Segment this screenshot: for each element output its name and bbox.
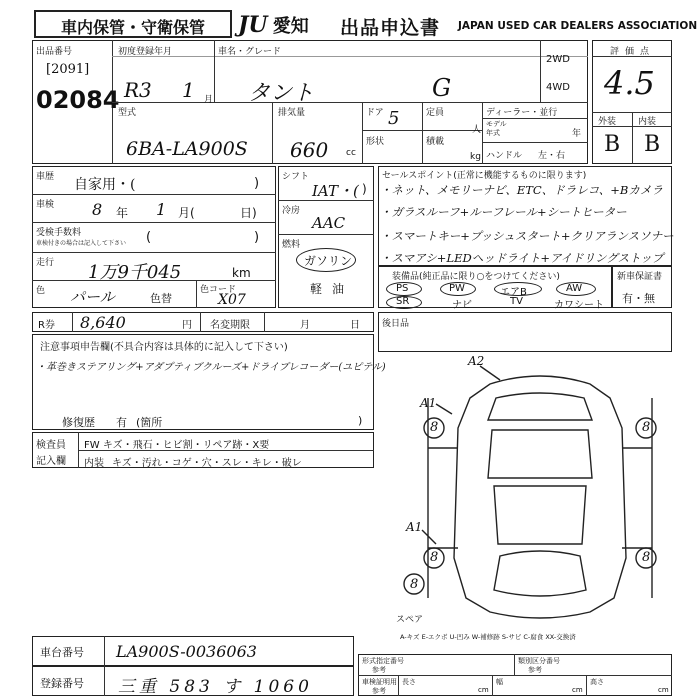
sales-point-line-3: ・スマートキー+プッシュスタート+クリアランスソナー: [380, 229, 674, 243]
damage-legend: A-キズ E-エクボ U-凹み W-補修跡 S-サビ C-腐食 XX-交換済: [400, 633, 576, 641]
sales-point-line-1: ・ネット、メモリーナビ、ETC、ドラレコ、+Bカメラ: [380, 183, 663, 197]
first-reg-month-unit: 月: [204, 95, 214, 105]
color-label: 色: [36, 286, 46, 296]
equip-leather: カワシート: [554, 300, 604, 311]
height-unit: cm: [658, 686, 669, 694]
plate-value: 三重 583 す 1060: [118, 677, 313, 697]
exterior-label: 外装: [598, 117, 617, 127]
equip-ps: PS: [396, 283, 409, 294]
color-change-label: 色替: [150, 292, 172, 305]
name-change-day: 日: [350, 320, 360, 331]
lot-bracket-number: [2091]: [46, 62, 90, 77]
damage-mark-a2: A2: [468, 354, 485, 368]
ac-label: 冷房: [282, 206, 301, 216]
inspection-day-unit: 日): [240, 206, 257, 220]
equip-pw: PW: [449, 283, 465, 294]
fuel-gasoline: ガソリン: [304, 254, 353, 268]
displacement-label: 排気量: [278, 108, 306, 118]
interior-label: 内装: [638, 117, 657, 127]
height-label: 高さ: [590, 678, 604, 686]
displacement-unit: cc: [346, 148, 356, 158]
equip-navi: ナビ: [452, 300, 472, 311]
ac-value: AAC: [312, 214, 346, 232]
equip-aw: AW: [566, 283, 583, 294]
sales-points-label: セールスポイント(正常に機能するものに限ります): [382, 171, 587, 181]
inspector-row-2: キズ・汚れ・コゲ・穴・スレ・キレ・破レ: [112, 458, 302, 469]
chassis-label: 車台番号: [40, 646, 84, 659]
color-code-label: 色コード: [200, 285, 237, 295]
shift-label: シフト: [282, 172, 310, 182]
price-value: 8,640: [80, 313, 126, 332]
mileage-label: 走行: [36, 258, 55, 268]
plate-label: 登録番号: [40, 677, 84, 690]
reception-note: 車検付きの場合は記入して下さい: [36, 240, 127, 247]
inspector-row-1: FW キズ・飛石・ヒビ割・リペア跡・X要: [84, 440, 270, 451]
model-value: 6BA-LA900S: [126, 138, 248, 160]
capacity-unit: 人: [472, 125, 482, 135]
spare-label: スペア: [396, 615, 424, 625]
inspection-label: 車検: [36, 200, 55, 210]
length-unit: cm: [478, 686, 489, 694]
price-label: R券: [38, 320, 55, 331]
reception-label: 受検手数料: [36, 228, 82, 238]
inspection-month: 1: [156, 200, 167, 219]
form-title: 出品申込書: [340, 17, 441, 39]
later-date-label: 後日品: [382, 319, 410, 329]
shape-label: 形状: [366, 137, 385, 147]
car-damage-diagram: [400, 358, 680, 638]
damage-mark-a1-bottom: A1: [406, 520, 423, 534]
mileage-unit: km: [232, 266, 251, 280]
lot-label: 出品番号: [36, 47, 73, 57]
classification-sub: 参考: [528, 666, 542, 674]
tire-rear-left: 8: [430, 550, 439, 565]
inspector-label-2: 記入欄: [36, 456, 66, 467]
equip-sr: SR: [396, 296, 410, 307]
inspector-label-1: 検査員: [36, 440, 66, 451]
chassis-value: LA900S-0036063: [116, 642, 257, 661]
repair-place: (箇所: [136, 416, 163, 429]
name-change-month: 月: [300, 320, 310, 331]
inspection-month-unit: 月(: [178, 206, 195, 220]
storage-stamp-text: 車内保管・守衛保管: [60, 18, 205, 37]
inspection-year-unit: 年: [116, 206, 129, 220]
damage-mark-a1-top: A1: [420, 396, 437, 410]
load-unit: kg: [470, 152, 481, 162]
car-grade: G: [432, 74, 452, 102]
sales-point-line-2: ・ガラスルーフ+ルーフレール+シートヒーター: [380, 205, 627, 219]
cert-label: 車検証明用: [362, 678, 397, 686]
car-grade-label: 車名・グレード: [218, 47, 282, 57]
width-label: 幅: [496, 678, 503, 686]
length-label: 長さ: [402, 678, 416, 686]
dealer-label: ディーラー・並行: [486, 108, 558, 118]
classification-label: 類別区分番号: [518, 657, 560, 665]
inspection-year: 8: [92, 200, 103, 219]
tire-front-left: 8: [430, 420, 439, 435]
capacity-label: 定員: [426, 108, 445, 118]
repair-label: 修復歴: [62, 416, 95, 429]
fuel-label: 燃料: [282, 240, 301, 250]
name-change-label: 名変期限: [210, 320, 250, 331]
notes-value: ・革巻きステアリング+アダプティブクルーズ+ドライブレコーダー(ユピテル): [36, 362, 386, 373]
reception-close: ): [254, 230, 260, 245]
ju-logo: [238, 12, 309, 38]
drive-4wd: 4WD: [546, 82, 570, 93]
model-year-label: モデル 年式: [486, 120, 507, 137]
first-reg-month: 1: [182, 78, 195, 102]
sales-point-line-4: ・スマアシ+LEDヘッドライト+アイドリングストップ: [380, 251, 664, 265]
history-close: ): [254, 176, 260, 191]
type-designation-label: 形式指定番号: [362, 657, 404, 665]
reception-open: (: [146, 230, 152, 245]
color-value: パール: [70, 288, 115, 306]
equip-tv: TV: [510, 296, 523, 307]
color-code: X07: [218, 292, 246, 308]
first-reg-year: R3: [124, 78, 152, 102]
history-value: 自家用・(: [74, 177, 136, 193]
first-reg-label: 初度登録年月: [118, 47, 173, 57]
exterior-grade: B: [604, 132, 621, 157]
drive-2wd: 2WD: [546, 54, 570, 65]
model-label: 型式: [118, 108, 137, 118]
shift-close: ): [362, 182, 367, 196]
handle-options: 左・右: [538, 151, 566, 161]
storage-stamp: [34, 10, 232, 38]
fuel-diesel: 軽油: [310, 282, 355, 296]
displacement-value: 660: [290, 138, 329, 162]
cert-sub: 参考: [372, 687, 386, 695]
handle-label: ハンドル: [486, 151, 523, 161]
warranty-options: 有・無: [622, 292, 655, 305]
car-name: タント: [248, 81, 315, 106]
doors-value: 5: [388, 108, 400, 129]
rating-label: 評価点: [610, 47, 656, 57]
price-unit: 円: [182, 320, 192, 331]
ju-logo-mark: JU: [238, 12, 268, 38]
interior-grade: B: [644, 132, 661, 157]
model-year-unit: 年: [572, 129, 582, 139]
later-date-box: [378, 312, 672, 352]
tire-front-right: 8: [642, 420, 651, 435]
type-designation-sub: 参考: [372, 666, 386, 674]
mileage-value: 1万9千045: [88, 262, 182, 283]
history-label: 車歴: [36, 172, 55, 182]
equip-airbag: エアB: [500, 287, 527, 298]
width-unit: cm: [572, 686, 583, 694]
notes-label: 注意事項申告欄(不具合内容は具体的に記入して下さい): [40, 342, 288, 353]
equipment-label: 装備品(純正品に限り○をつけてください): [392, 272, 560, 282]
doors-label: ドア: [366, 108, 384, 118]
load-label: 積載: [426, 137, 445, 147]
ju-logo-name: 愛知: [272, 16, 309, 37]
repair-value: 有: [116, 416, 127, 429]
warranty-label: 新車保証書: [617, 272, 663, 282]
tire-rear-right: 8: [642, 550, 651, 565]
repair-close: ): [358, 414, 363, 427]
inspector-row-2-label: 内装: [84, 458, 104, 469]
association-name: JAPAN USED CAR DEALERS ASSOCIATION: [458, 20, 698, 32]
shift-value: IAT・(: [312, 182, 359, 200]
lot-number: 02084: [36, 86, 120, 114]
tire-spare: 8: [410, 577, 419, 592]
rating-score: 4.5: [604, 64, 655, 102]
